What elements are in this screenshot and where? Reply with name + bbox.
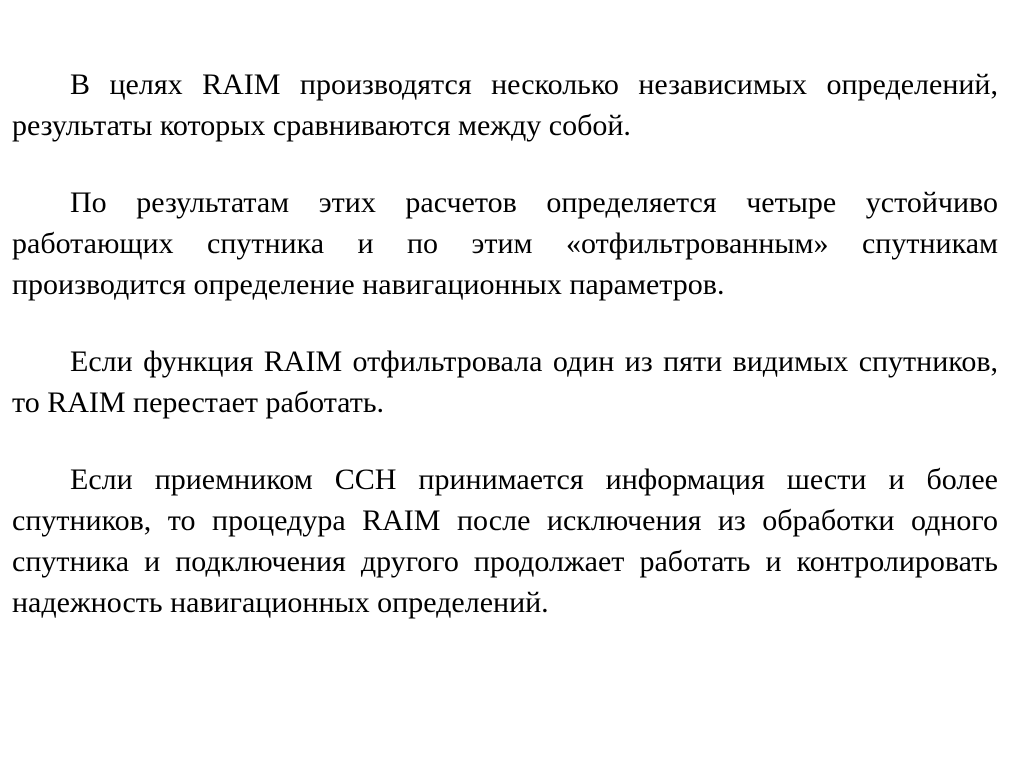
paragraph-six-satellites: Если приемником ССН принимается информация шести и более спутников, то процедура RAIM после исключения из обработки одного спутника и подключения другого продолжает работать и контролировать надежность навигационных определений. (12, 463, 998, 619)
body-text (12, 64, 998, 623)
paragraph-raim-definitions: В целях RAIM производятся несколько независимых определений, результаты которых сравниваются между собой. (12, 68, 998, 142)
paragraph-raim-stops: Если функция RAIM отфильтровала один из пяти видимых спутников, то RAIM перестает работать. (12, 345, 998, 419)
paragraph-filtered-satellites: По результатам этих расчетов определяется четыре устойчиво работающих спутника и по этим «отфильтрованным» спутникам производится определение навигационных параметров. (12, 186, 998, 301)
